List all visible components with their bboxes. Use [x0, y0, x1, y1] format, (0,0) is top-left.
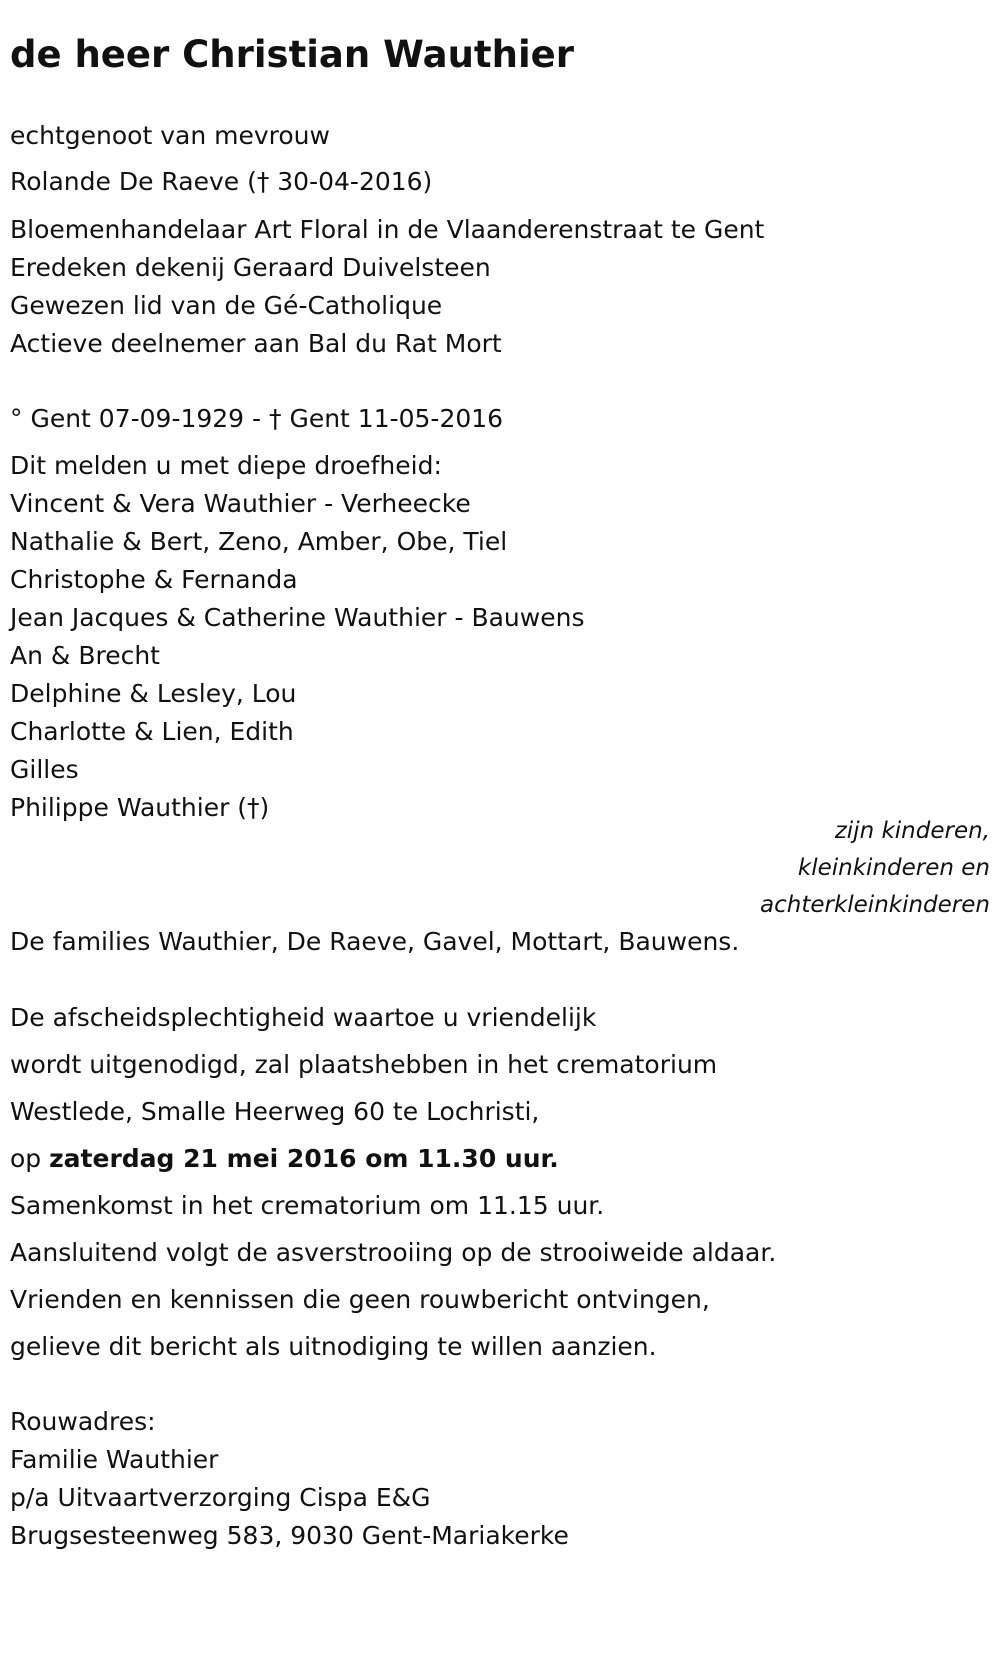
family-member-line: Jean Jacques & Catherine Wauthier - Bauwens — [10, 603, 585, 632]
address-line: Familie Wauthier — [10, 1445, 219, 1474]
family-signature-line: achterkleinkinderen — [760, 892, 990, 918]
address-label: Rouwadres: — [10, 1407, 156, 1436]
family-member-line: Gilles — [10, 755, 79, 784]
role-line: Actieve deelnemer aan Bal du Rat Mort — [10, 329, 502, 358]
address-line: Brugsesteenweg 583, 9030 Gent-Mariakerke — [10, 1521, 569, 1550]
family-signature-line: zijn kinderen, — [834, 818, 990, 844]
ceremony-line: wordt uitgenodigd, zal plaatshebben in het crematorium — [10, 1050, 718, 1079]
spouse-intro: echtgenoot van mevrouw — [10, 121, 330, 150]
ceremony-date-line — [10, 1143, 559, 1175]
ceremony-line: gelieve dit bericht als uitnodiging te willen aanzien. — [10, 1332, 657, 1361]
spouse-name: Rolande De Raeve († 30-04-2016) — [10, 167, 433, 196]
family-member-line: Vincent & Vera Wauthier - Verheecke — [10, 489, 471, 518]
ceremony-date-prefix: op — [10, 1144, 50, 1173]
family-member-line: Christophe & Fernanda — [10, 565, 298, 594]
family-member-line: Delphine & Lesley, Lou — [10, 679, 297, 708]
role-line: Bloemenhandelaar Art Floral in de Vlaanderenstraat te Gent — [10, 215, 765, 244]
ceremony-line: Samenkomst in het crematorium om 11.15 uur. — [10, 1191, 605, 1220]
address-line: p/a Uitvaartverzorging Cispa E&G — [10, 1483, 431, 1512]
announcement-text: Dit melden u met diepe droefheid: — [10, 451, 442, 480]
ceremony-line: Westlede, Smalle Heerweg 60 te Lochristi, — [10, 1097, 540, 1126]
ceremony-line: Vrienden en kennissen die geen rouwbericht ontvingen, — [10, 1285, 710, 1314]
family-member-line: An & Brecht — [10, 641, 160, 670]
family-member-line: Charlotte & Lien, Edith — [10, 717, 294, 746]
families-line: De families Wauthier, De Raeve, Gavel, Mottart, Bauwens. — [10, 927, 740, 956]
ceremony-line: De afscheidsplechtigheid waartoe u vriendelijk — [10, 1003, 597, 1032]
family-member-line: Philippe Wauthier (†) — [10, 793, 270, 822]
ceremony-line: Aansluitend volgt de asverstrooiing op de strooiweide aldaar. — [10, 1238, 777, 1267]
life-dates: ° Gent 07-09-1929 - † Gent 11-05-2016 — [10, 404, 504, 433]
family-member-line: Nathalie & Bert, Zeno, Amber, Obe, Tiel — [10, 527, 508, 556]
role-line: Gewezen lid van de Gé-Catholique — [10, 291, 443, 320]
deceased-name-title: de heer Christian Wauthier — [10, 33, 574, 76]
family-signature-line: kleinkinderen en — [797, 855, 990, 881]
role-line: Eredeken dekenij Geraard Duivelsteen — [10, 253, 491, 282]
ceremony-date: zaterdag 21 mei 2016 om 11.30 uur. — [49, 1144, 559, 1173]
